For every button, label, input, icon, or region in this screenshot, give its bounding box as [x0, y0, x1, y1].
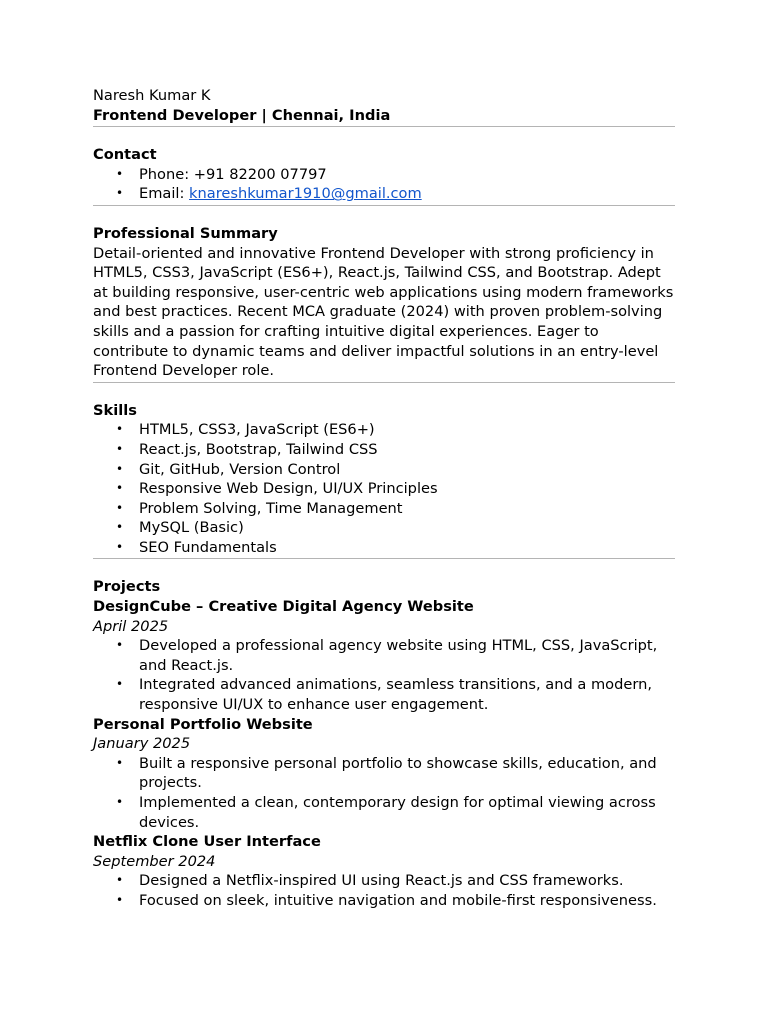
projects-heading: Projects [93, 578, 161, 596]
skills-heading: Skills [93, 401, 137, 419]
project-date: January 2025 [93, 735, 191, 753]
section-divider [93, 126, 675, 127]
summary-text: Detail-oriented and innovative Frontend Developer with strong proficiency in HTML5, CSS3, JavaScript (ES6+), React.js, Tailwind CSS, and Bootstrap. Adept at building responsive, user-centric web applications using modern frameworks and best practices. Recent MCA graduate (2024) with proven problem-solving skills and a passion for crafting intuitive digital experiences. Eager to contribute to dynamic teams and deliver impactful solutions in an entry-level Frontend Developer role. [93, 244, 674, 380]
project-bullet: • Implemented a clean, contemporary design for optimal viewing across devices. [139, 793, 675, 832]
project-bullet: • Focused on sleek, intuitive navigation and mobile-first responsiveness. [139, 891, 675, 911]
project-bullets [93, 871, 675, 910]
project-title: DesignCube – Creative Digital Agency Website [93, 598, 474, 616]
project-bullet: • Developed a professional agency website using HTML, CSS, JavaScript, and React.js. [139, 636, 675, 675]
summary-heading: Professional Summary [93, 224, 278, 242]
contact-heading: Contact [93, 146, 157, 164]
skill-item: • Git, GitHub, Version Control [139, 460, 675, 480]
skill-item: • Responsive Web Design, UI/UX Principles [139, 479, 675, 499]
project-title: Netflix Clone User Interface [93, 833, 321, 851]
skill-item: • Problem Solving, Time Management [139, 499, 675, 519]
project-date: September 2024 [93, 852, 216, 870]
project-bullet: • Integrated advanced animations, seamless transitions, and a modern, responsive UI/UX to enhance user engagement. [139, 675, 675, 714]
project-title: Personal Portfolio Website [93, 715, 313, 733]
contact-email-item [139, 184, 675, 204]
skill-item: • HTML5, CSS3, JavaScript (ES6+) [139, 420, 675, 440]
project-bullets [93, 754, 675, 832]
project-date: April 2025 [93, 617, 169, 635]
section-divider [93, 205, 675, 206]
skill-item: • React.js, Bootstrap, Tailwind CSS [139, 440, 675, 460]
contact-phone-item [139, 165, 675, 185]
candidate-name: Naresh Kumar K [93, 87, 211, 104]
project-bullets [93, 636, 675, 714]
skills-list [93, 420, 675, 557]
resume-page [93, 86, 675, 911]
section-divider [93, 382, 675, 383]
project-bullet: • Built a responsive personal portfolio to showcase skills, education, and projects. [139, 754, 675, 793]
email-link[interactable]: knareshkumar1910@gmail.com [189, 185, 422, 203]
contact-list [93, 165, 675, 204]
email-label: Email: [139, 185, 190, 203]
phone-value: +91 82200 07797 [193, 165, 327, 183]
skill-item: • MySQL (Basic) [139, 518, 675, 538]
candidate-headline: Frontend Developer | Chennai, India [93, 106, 391, 124]
phone-label: Phone: [139, 165, 194, 183]
section-divider [93, 558, 675, 559]
skill-item: • SEO Fundamentals [139, 538, 675, 558]
project-bullet: • Designed a Netflix-inspired UI using React.js and CSS frameworks. [139, 871, 675, 891]
